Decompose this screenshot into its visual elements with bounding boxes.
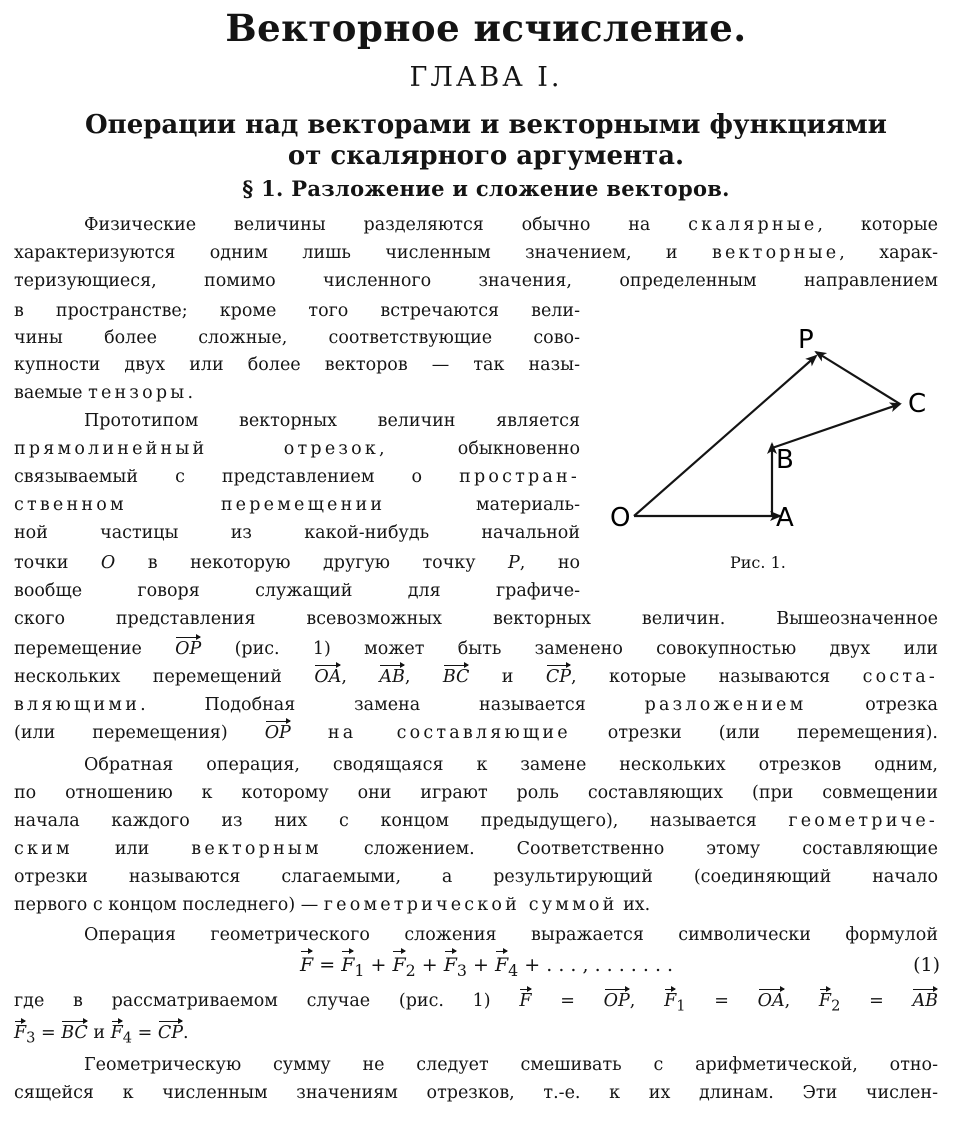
text-line-6: купности двух или более векторов — так назы-	[14, 355, 580, 375]
text-line-5: чины более сложные, соответствующие сово-	[14, 328, 580, 348]
text-line-23: ским или векторным сложением. Соответственно этому составляющие	[14, 839, 938, 859]
text-line-25: первого с концом последнего) — геометрической суммой их.	[14, 895, 651, 915]
vector-bc: BC	[443, 664, 470, 690]
text-line-8: Прототипом векторных величин является	[84, 411, 580, 431]
text-line-10: связываемый с представлением о простран-	[14, 467, 580, 487]
text-line-26: Операция геометрического сложения выражается символически формулой	[84, 925, 938, 945]
text-line-1: Физические величины разделяются обычно на скалярные, которые	[84, 215, 938, 235]
vector-cp-arrow	[816, 352, 900, 404]
vector-figure	[604, 312, 944, 552]
vector-op: OP	[175, 636, 201, 662]
text-line-9: прямолинейный отрезок, обыкновенно	[14, 439, 580, 459]
text-line-20: Обратная операция, сводящаяся к замене нескольких отрезков одним,	[84, 755, 938, 775]
point-label-p: P	[798, 325, 814, 355]
text-line-24: отрезки называются слагаемыми, а результирующий (соединяющий начало	[14, 867, 938, 887]
text-line-15: ского представления всевозможных векторных величин. Вышеозначенное	[14, 609, 938, 629]
point-label-c: C	[908, 389, 927, 419]
text-line-3: теризующиеся, помимо численного значения, определенным направлением	[14, 271, 938, 291]
chapter-heading-line-2: от скалярного аргумента.	[287, 141, 685, 171]
vector-op-arrow	[634, 356, 816, 516]
text-line-7: ваемые тензоры.	[14, 383, 194, 403]
text-line-13: точки O в некоторую другую точку P, но	[14, 553, 581, 573]
vector-oa: OA	[314, 664, 341, 690]
figure-caption: Рис. 1.	[730, 553, 786, 572]
section-heading: § 1. Разложение и сложение векторов.	[242, 176, 730, 201]
formula-number: (1)	[913, 954, 940, 976]
text-line-4: в пространстве; кроме того встречаются вели-	[14, 301, 580, 321]
text-line-14: вообще говоря служащий для графиче-	[14, 581, 580, 601]
text-line-28: $F_3$ = BC и $F_4$ = CP.	[14, 1020, 938, 1052]
chapter-label: ГЛАВА I.	[409, 62, 563, 93]
point-label-b: B	[776, 445, 794, 475]
text-line-21: по отношению к которому они играют роль составляющих (при совмещении	[14, 783, 938, 803]
vector-ab: AB	[379, 664, 405, 690]
text-line-27: где в рассматриваемом случае (рис. 1) F = OP, $F_1$ = OA, $F_2$ = AB	[14, 988, 938, 1020]
text-line-16: перемещение OP (рис. 1) может быть заменено совокупностью двух или	[14, 636, 938, 662]
vector-cp: CP	[546, 664, 571, 690]
vector-op-2: OP	[265, 720, 291, 746]
text-line-29: Геометрическую сумму не следует смешивать с арифметической, отно-	[84, 1055, 938, 1075]
text-line-11: ственном перемещении материаль-	[14, 495, 580, 515]
book-title: Векторное исчисление.	[225, 6, 747, 50]
formula-1: $F = F_1 + F_2 + F_3 + F_4$ + . . . , . . . . . . . (1)	[300, 950, 940, 986]
text-line-17: нескольких перемещений OA, AB, BC и CP, которые называются соста-	[14, 664, 938, 690]
text-line-30: сящейся к численным значениям отрезков, т.-е. к их длинам. Эти числен-	[14, 1083, 938, 1103]
text-line-18: вляющими. Подобная замена называется разложением отрезка	[14, 695, 938, 715]
text-line-2: характеризуются одним лишь численным значением, и векторные, харак-	[14, 243, 938, 263]
text-line-12: ной частицы из какой-нибудь начальной	[14, 523, 580, 543]
point-label-o: O	[610, 503, 631, 533]
chapter-heading-line-1: Операции над векторами и векторными функциями	[85, 110, 887, 140]
point-label-a: A	[776, 503, 794, 533]
vector-bc-arrow	[772, 404, 900, 448]
text-line-19: (или перемещения) OP на составляющие отрезки (или перемещения).	[14, 720, 938, 746]
text-line-22: начала каждого из них с концом предыдущего), называется геометриче-	[14, 811, 938, 831]
